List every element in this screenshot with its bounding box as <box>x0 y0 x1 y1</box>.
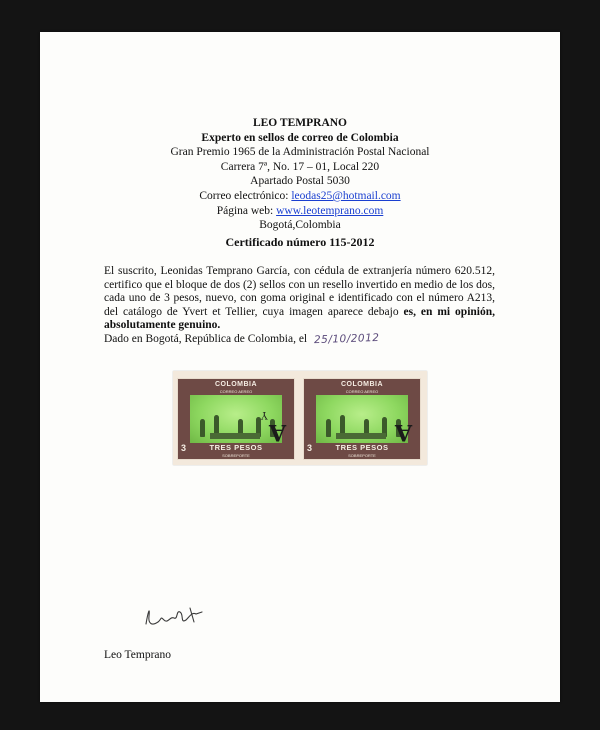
stamp-surcharge: SOBREPORTE <box>222 453 250 458</box>
stamp-left <box>177 378 295 460</box>
email-link[interactable]: leodas25@hotmail.com <box>291 189 401 202</box>
email-line <box>40 189 560 204</box>
certificate-opinion: es, en mi opinión, absolutamente genuino. <box>104 305 495 331</box>
certificate-body-text: El suscrito, Leonidas Temprano García, con cédula de extranjería número 620.512, certifico que el bloque de dos (2) sellos con un resello invertido en medio de los dos, cada uno de 3 pesos, nuevo, con goma original e identificado con el número A213, del catálogo de Yvert et Tellier, cuya imagen aparece debajo <box>104 265 495 318</box>
stamp-pair-image <box>173 371 427 465</box>
address-line: Carrera 7ª, No. 17 – 01, Local 220 <box>220 160 380 173</box>
handwritten-signature <box>140 602 210 632</box>
expert-name: LEO TEMPRANO <box>252 117 348 129</box>
web-line <box>40 204 560 219</box>
stamp-surcharge: SOBREPORTE <box>348 453 376 458</box>
letterhead <box>40 116 560 233</box>
certificate-title: Certificado número 115-2012 <box>225 235 375 249</box>
given-in-text: Dado en Bogotá, República de Colombia, el <box>104 332 308 345</box>
award-line: Gran Premio 1965 de la Administración Postal Nacional <box>170 146 430 159</box>
web-link[interactable]: www.leotemprano.com <box>276 204 384 217</box>
stamp-country: COLOMBIA <box>340 381 384 388</box>
web-label: Página web: <box>216 204 274 217</box>
given-line <box>104 333 495 347</box>
certificate-body <box>104 265 495 346</box>
stamp-numeral: 3 <box>307 443 313 453</box>
inverted-overprint: A <box>394 419 412 445</box>
email-label: Correo electrónico: <box>199 189 289 202</box>
stamp-airmail: CORREO AEREO <box>219 389 253 394</box>
inverted-overprint-small: Y <box>261 409 268 420</box>
stamp-country: COLOMBIA <box>214 381 258 388</box>
stamp-numeral: 3 <box>181 443 187 453</box>
inverted-overprint: A <box>268 419 286 445</box>
stamp-value: TRES PESOS <box>209 443 263 452</box>
po-box-line: Apartado Postal 5030 <box>250 175 350 188</box>
expert-role: Experto en sellos de correo de Colombia <box>201 131 399 144</box>
stamp-value: TRES PESOS <box>335 443 389 452</box>
city-line: Bogotá,Colombia <box>259 219 341 232</box>
handwritten-date: 25/10/2012 <box>313 331 380 346</box>
certificate-page <box>40 32 560 702</box>
stamp-airmail: CORREO AEREO <box>345 389 379 394</box>
signer-name: Leo Temprano <box>104 649 172 661</box>
stamp-right <box>303 378 421 460</box>
